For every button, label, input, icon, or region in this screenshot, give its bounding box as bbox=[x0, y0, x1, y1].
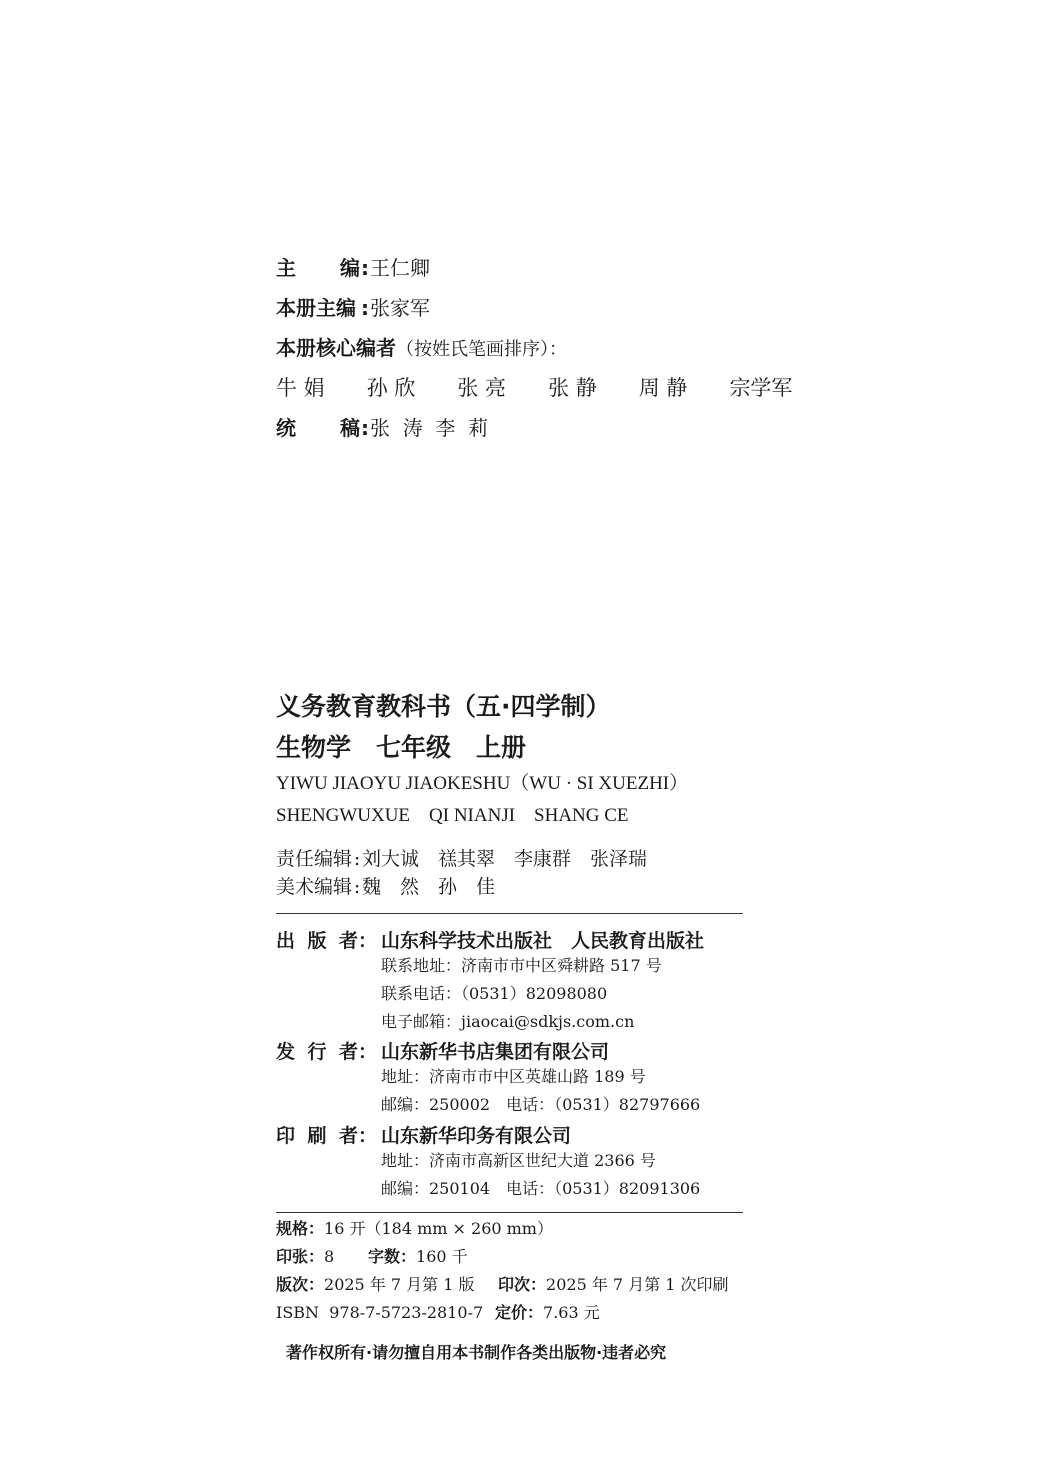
edition-label: 版次： bbox=[276, 1275, 325, 1294]
price-label: 定价： bbox=[495, 1303, 544, 1322]
colon: ： bbox=[358, 930, 378, 952]
label-char: 主 bbox=[276, 256, 296, 280]
colon: ： bbox=[358, 1041, 378, 1063]
core-editor-name: 宗学军 bbox=[729, 376, 793, 400]
art-editors-label: 美术编辑 bbox=[276, 876, 353, 898]
printer-row bbox=[276, 1124, 571, 1148]
printer-contact: 邮编：250104 电话：（0531）82091306 bbox=[381, 1179, 701, 1198]
core-editor-name: 周 静 bbox=[638, 376, 688, 400]
colon: : bbox=[361, 416, 369, 440]
label-char: 版 bbox=[307, 930, 327, 952]
chief-editor-row bbox=[276, 256, 430, 280]
responsible-editors-label: 责任编辑 bbox=[276, 848, 353, 870]
responsible-editors-names: 刘大诚 禚其翠 李康群 张泽瑞 bbox=[362, 848, 648, 870]
core-editors-note: （按姓氏笔画排序）： bbox=[396, 339, 567, 360]
printer-name: 山东新华印务有限公司 bbox=[381, 1125, 572, 1147]
label-char: 印 bbox=[276, 1125, 296, 1147]
distributor-contact: 邮编：250002 电话：（0531）82797666 bbox=[381, 1095, 701, 1114]
words-label: 字数： bbox=[368, 1247, 417, 1266]
label-char: 者 bbox=[338, 1041, 358, 1063]
isbn-row bbox=[276, 1303, 600, 1323]
label-char: 统 bbox=[276, 416, 296, 440]
core-editors-label: 本册核心编者 bbox=[276, 336, 396, 360]
publisher-name: 山东科学技术出版社 人民教育出版社 bbox=[381, 930, 705, 952]
label-char: 刷 bbox=[307, 1125, 327, 1147]
label-char: 编 bbox=[340, 256, 360, 280]
colon: : bbox=[361, 296, 369, 320]
format-row bbox=[276, 1219, 553, 1239]
edition-value: 2025 年 7 月第 1 版 bbox=[324, 1275, 475, 1294]
sheets-value: 8 bbox=[324, 1247, 335, 1266]
core-editor-name: 张 亮 bbox=[457, 376, 507, 400]
final-review-label bbox=[276, 416, 360, 440]
words-value: 160 千 bbox=[416, 1247, 468, 1266]
publisher-email: 电子邮箱：jiaocai@sdkjs.com.cn bbox=[381, 1012, 635, 1031]
volume-chief-editor-row bbox=[276, 296, 430, 320]
core-editors-heading bbox=[276, 336, 567, 362]
art-editors-names: 魏 然 孙 佳 bbox=[362, 876, 496, 898]
label-char: 发 bbox=[276, 1041, 296, 1063]
distributor-address: 地址：济南市市中区英雄山路 189 号 bbox=[381, 1067, 646, 1086]
printing-label: 印次： bbox=[498, 1275, 547, 1294]
publisher-label bbox=[276, 929, 358, 953]
book-title-line2: 生物学 七年级 上册 bbox=[276, 733, 527, 762]
copyright-notice: 著作权所有·请勿擅自用本书制作各类出版物·违者必究 bbox=[286, 1343, 667, 1362]
core-editors-names bbox=[276, 376, 792, 400]
distributor-name: 山东新华书店集团有限公司 bbox=[381, 1041, 610, 1063]
printer-label bbox=[276, 1124, 358, 1148]
divider bbox=[276, 1212, 743, 1213]
price-value: 7.63 元 bbox=[543, 1303, 600, 1322]
volume-chief-editor-label: 本册主编 bbox=[276, 296, 356, 320]
chief-editor-name: 王仁卿 bbox=[370, 256, 430, 280]
isbn: ISBN 978-7-5723-2810-7 bbox=[276, 1303, 484, 1322]
format-label: 规格： bbox=[276, 1219, 325, 1238]
printing-value: 2025 年 7 月第 1 次印刷 bbox=[546, 1275, 729, 1294]
label-char: 出 bbox=[276, 930, 296, 952]
sheets-label: 印张： bbox=[276, 1247, 325, 1266]
sheets-row bbox=[276, 1247, 468, 1267]
distributor-row bbox=[276, 1040, 609, 1064]
label-char: 者 bbox=[338, 1125, 358, 1147]
distributor-label bbox=[276, 1040, 358, 1064]
label-char: 稿 bbox=[340, 416, 360, 440]
chief-editor-label bbox=[276, 256, 360, 280]
book-title-line1: 义务教育教科书（五·四学制） bbox=[276, 692, 611, 721]
volume-chief-editor-name: 张家军 bbox=[370, 296, 430, 320]
colon: : bbox=[361, 256, 369, 280]
publisher-address: 联系地址：济南市市中区舜耕路 517 号 bbox=[381, 956, 662, 975]
core-editor-name: 牛 娟 bbox=[276, 376, 325, 400]
divider bbox=[276, 913, 743, 914]
responsible-editors-row bbox=[276, 847, 647, 871]
colon: : bbox=[353, 876, 361, 898]
book-pinyin-line1: YIWU JIAOYU JIAOKESHU（WU · SI XUEZHI） bbox=[276, 773, 689, 794]
printer-address: 地址：济南市高新区世纪大道 2366 号 bbox=[381, 1151, 656, 1170]
colon: : bbox=[353, 848, 361, 870]
core-editor-name: 张 静 bbox=[548, 376, 597, 400]
format-value: 16 开（184 mm × 260 mm） bbox=[324, 1219, 553, 1238]
label-char: 行 bbox=[307, 1041, 327, 1063]
final-review-row bbox=[276, 416, 488, 440]
book-pinyin-line2: SHENGWUXUE QI NIANJI SHANG CE bbox=[276, 805, 629, 826]
publisher-row bbox=[276, 929, 704, 953]
art-editors-row bbox=[276, 875, 495, 899]
core-editor-name: 孙 欣 bbox=[366, 376, 416, 400]
publisher-phone: 联系电话：（0531）82098080 bbox=[381, 984, 608, 1003]
final-review-names: 张 涛 李 莉 bbox=[370, 416, 489, 440]
label-char: 者 bbox=[338, 930, 358, 952]
edition-row bbox=[276, 1275, 729, 1295]
colon: ： bbox=[358, 1125, 378, 1147]
